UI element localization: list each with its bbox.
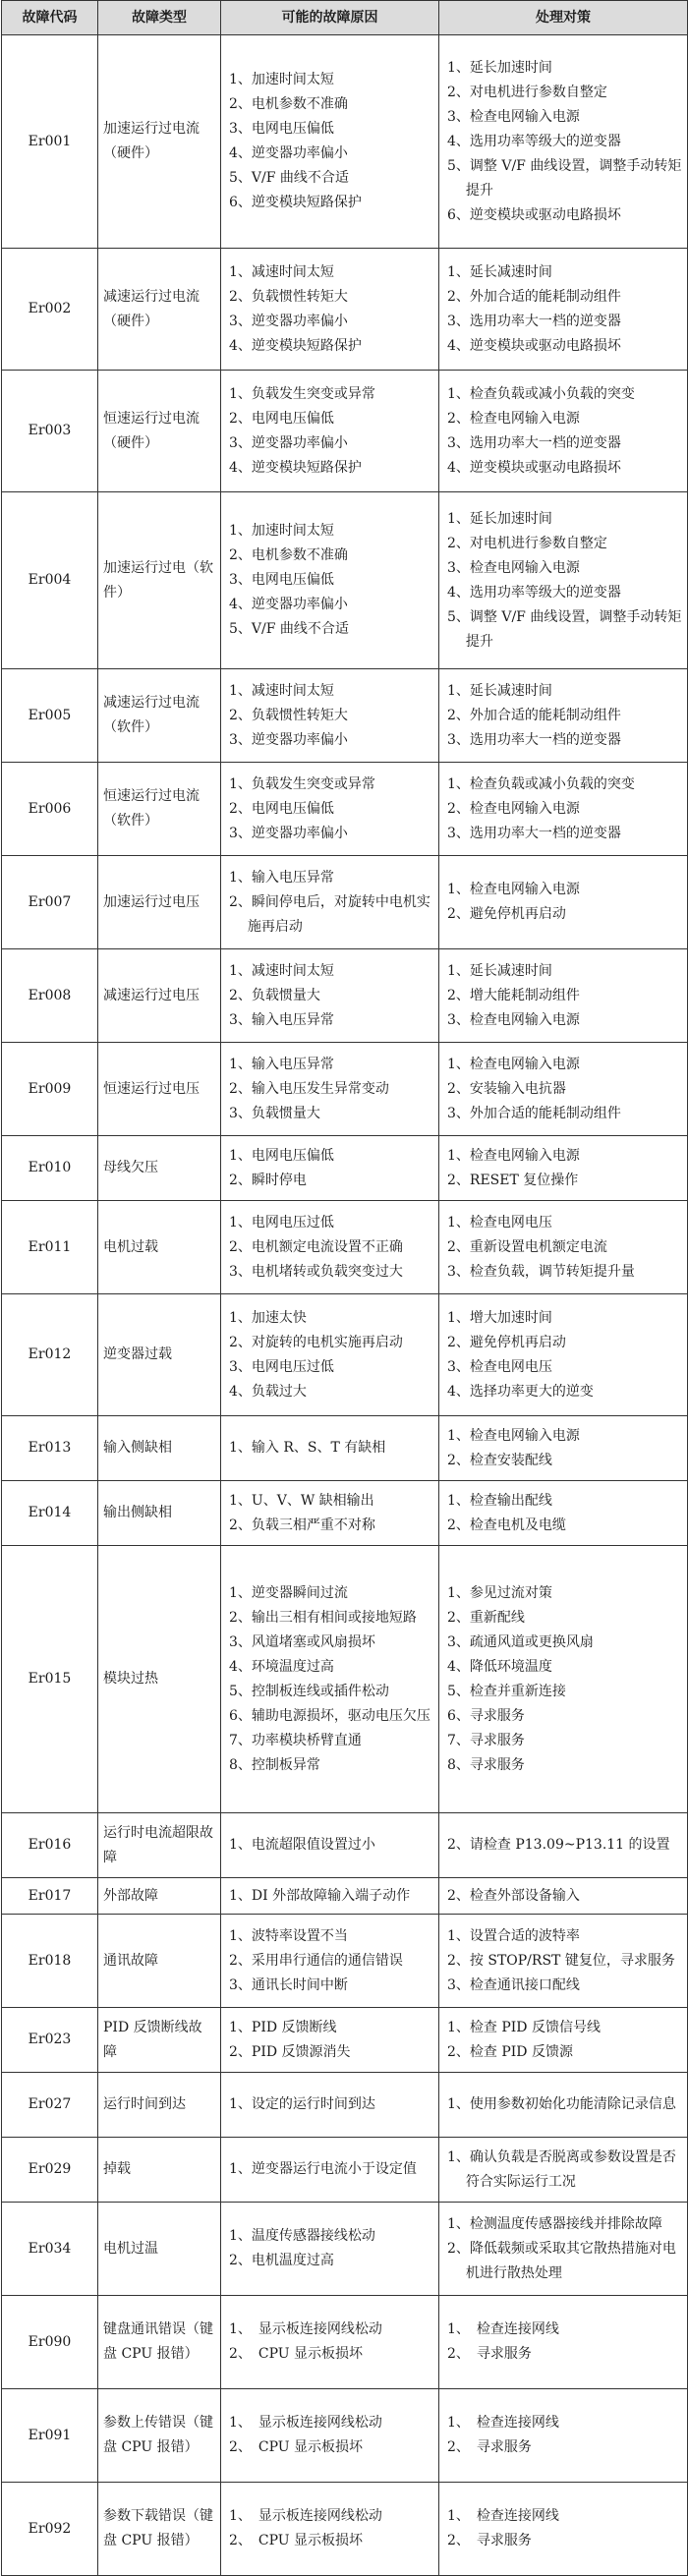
countermeasures-cell xyxy=(439,2483,688,2576)
action-item: 2、避免停机再启动 xyxy=(447,906,566,922)
cause-item: 1、PID 反馈断线 xyxy=(229,2019,337,2035)
table-header-row xyxy=(2,1,688,35)
action-item: 3、检查电网输入电源 xyxy=(447,559,580,576)
cause-item: 3、通讯长时间中断 xyxy=(229,1976,348,1993)
fault-code-cell: Er018 xyxy=(2,1915,98,2008)
cause-item: 2、采用串行通信的通信错误 xyxy=(229,1952,403,1969)
possible-causes-cell xyxy=(221,763,439,856)
action-item: 2、外加合适的能耗制动组件 xyxy=(447,707,621,723)
fault-type-cell: 运行时电流超限故障 xyxy=(98,1813,221,1878)
action-item: 2、按 STOP/RST 键复位，寻求服务 xyxy=(447,1952,675,1969)
cause-item: 1、负载发生突变或异常 xyxy=(229,775,375,792)
cause-item: 2、 CPU 显示板损坏 xyxy=(229,2533,364,2548)
countermeasures-cell xyxy=(439,1878,688,1915)
cause-item: 1、加速时间太短 xyxy=(229,72,334,87)
cause-item: 1、电网电压过低 xyxy=(229,1214,334,1231)
action-item: 2、增大能耗制动组件 xyxy=(447,987,580,1003)
possible-causes-cell xyxy=(221,2203,439,2296)
possible-causes-cell xyxy=(221,1294,439,1416)
action-item: 1、使用参数初始化功能清除记录信息 xyxy=(447,2096,676,2112)
fault-type-cell: 模块过热 xyxy=(98,1546,221,1813)
cause-item: 2、输出三相有相间或接地短路 xyxy=(229,1609,417,1626)
cause-item: 2、瞬间停电后，对旋转中电机实施再启动 xyxy=(229,893,430,935)
cause-item: 1、逆变器瞬间过流 xyxy=(229,1584,348,1601)
cause-item: 5、V/F 曲线不合适 xyxy=(229,170,349,186)
action-item: 2、检查外部设备输入 xyxy=(447,1887,580,1904)
action-item: 2、安装输入电抗器 xyxy=(447,1080,566,1097)
possible-causes-cell xyxy=(221,492,439,669)
action-item: 3、检查通讯接口配线 xyxy=(447,1976,580,1993)
possible-causes-cell xyxy=(221,669,439,763)
action-item: 2、检查 PID 反馈源 xyxy=(447,2043,573,2060)
cause-item: 4、逆变模块短路保护 xyxy=(229,459,362,476)
fault-code-cell: Er006 xyxy=(2,763,98,856)
fault-type-cell: 电机过温 xyxy=(98,2203,221,2296)
table-row xyxy=(2,2073,688,2138)
possible-causes-cell xyxy=(221,856,439,949)
cause-item: 2、电机参数不准确 xyxy=(229,96,348,112)
action-item: 1、参见过流对策 xyxy=(447,1584,552,1601)
possible-causes-cell xyxy=(221,1201,439,1294)
possible-causes-cell xyxy=(221,1136,439,1201)
action-item: 1、检查电网输入电源 xyxy=(447,1056,580,1072)
cause-item: 2、对旋转的电机实施再启动 xyxy=(229,1334,403,1350)
cause-item: 8、控制板异常 xyxy=(229,1756,320,1773)
table-row xyxy=(2,35,688,249)
cause-item: 3、风道堵塞或风扇损坏 xyxy=(229,1633,375,1650)
cause-item: 1、U、V、W 缺相输出 xyxy=(229,1492,374,1509)
fault-code-cell: Er004 xyxy=(2,492,98,669)
table-row xyxy=(2,1546,688,1813)
fault-type-cell: PID 反馈断线故障 xyxy=(98,2008,221,2073)
cause-item: 2、负载三相严重不对称 xyxy=(229,1517,375,1533)
action-item: 1、 检查连接网线 xyxy=(447,2415,559,2431)
countermeasures-cell xyxy=(439,1915,688,2008)
header-possible-causes: 可能的故障原因 xyxy=(221,1,439,35)
action-item: 5、检查并重新连接 xyxy=(447,1683,566,1699)
action-item: 1、延长加速时间 xyxy=(447,510,552,527)
countermeasures-cell xyxy=(439,1294,688,1416)
possible-causes-cell xyxy=(221,1878,439,1915)
fault-code-cell: Er012 xyxy=(2,1294,98,1416)
action-item: 2、检查电机及电缆 xyxy=(447,1517,566,1533)
action-item: 2、避免停机再启动 xyxy=(447,1334,566,1350)
countermeasures-cell xyxy=(439,1481,688,1546)
possible-causes-cell xyxy=(221,1043,439,1136)
possible-causes-cell xyxy=(221,1416,439,1481)
possible-causes-cell xyxy=(221,2138,439,2203)
countermeasures-cell xyxy=(439,1136,688,1201)
possible-causes-cell xyxy=(221,249,439,371)
fault-code-cell: Er009 xyxy=(2,1043,98,1136)
cause-item: 4、环境温度过高 xyxy=(229,1658,334,1675)
action-item: 3、选用功率大一档的逆变器 xyxy=(447,313,621,329)
cause-item: 1、输入电压异常 xyxy=(229,869,334,886)
table-row xyxy=(2,1813,688,1878)
cause-item: 2、PID 反馈源消失 xyxy=(229,2043,351,2060)
action-item: 1、延长减速时间 xyxy=(447,962,552,979)
table-row xyxy=(2,1481,688,1546)
header-fault-type: 故障类型 xyxy=(98,1,221,35)
table-row xyxy=(2,371,688,492)
action-item: 2、 寻求服务 xyxy=(447,2346,532,2362)
action-item: 1、延长减速时间 xyxy=(447,263,552,280)
cause-item: 2、电机参数不准确 xyxy=(229,547,348,563)
action-item: 4、选用功率等级大的逆变器 xyxy=(447,584,621,601)
table-row xyxy=(2,1915,688,2008)
possible-causes-cell xyxy=(221,2073,439,2138)
fault-code-cell: Er023 xyxy=(2,2008,98,2073)
possible-causes-cell xyxy=(221,2008,439,2073)
table-row xyxy=(2,1294,688,1416)
action-item: 3、疏通风道或更换风扇 xyxy=(447,1633,594,1650)
countermeasures-cell xyxy=(439,856,688,949)
countermeasures-cell xyxy=(439,2008,688,2073)
fault-type-cell: 掉载 xyxy=(98,2138,221,2203)
action-item: 1、检查负载或减小负载的突变 xyxy=(447,385,635,402)
cause-item: 3、逆变器功率偏小 xyxy=(229,313,348,329)
cause-item: 4、逆变器功率偏小 xyxy=(229,597,348,612)
possible-causes-cell xyxy=(221,1915,439,2008)
header-countermeasures: 处理对策 xyxy=(439,1,688,35)
fault-code-cell: Er090 xyxy=(2,2296,98,2389)
fault-type-cell: 恒速运行过电流（硬件） xyxy=(98,371,221,492)
table-row xyxy=(2,2389,688,2483)
fault-type-cell: 外部故障 xyxy=(98,1878,221,1915)
fault-type-cell: 减速运行过电流（软件） xyxy=(98,669,221,763)
cause-item: 1、温度传感器接线松动 xyxy=(229,2228,375,2244)
countermeasures-cell xyxy=(439,2073,688,2138)
fault-type-cell: 电机过载 xyxy=(98,1201,221,1294)
table-row xyxy=(2,1136,688,1201)
action-item: 1、增大加速时间 xyxy=(447,1309,552,1326)
table-row xyxy=(2,1201,688,1294)
cause-item: 1、 显示板连接网线松动 xyxy=(229,2321,382,2337)
fault-code-cell: Er015 xyxy=(2,1546,98,1813)
countermeasures-cell xyxy=(439,949,688,1043)
fault-type-cell: 恒速运行过电流（软件） xyxy=(98,763,221,856)
cause-item: 1、减速时间太短 xyxy=(229,682,334,699)
fault-type-cell: 逆变器过载 xyxy=(98,1294,221,1416)
table-row xyxy=(2,249,688,371)
possible-causes-cell xyxy=(221,371,439,492)
possible-causes-cell xyxy=(221,1813,439,1878)
action-item: 5、调整 V/F 曲线设置，调整手动转矩提升 xyxy=(447,608,682,650)
possible-causes-cell xyxy=(221,2483,439,2576)
action-item: 4、选择功率更大的逆变 xyxy=(447,1383,594,1400)
cause-item: 1、电流超限值设置过小 xyxy=(229,1837,375,1853)
fault-type-cell: 通讯故障 xyxy=(98,1915,221,2008)
action-item: 2、RESET 复位操作 xyxy=(447,1172,579,1188)
action-item: 5、调整 V/F 曲线设置，调整手动转矩提升 xyxy=(447,157,682,199)
countermeasures-cell xyxy=(439,249,688,371)
action-item: 7、寻求服务 xyxy=(447,1732,525,1748)
cause-item: 3、电网电压偏低 xyxy=(229,572,334,588)
fault-type-cell: 运行时间到达 xyxy=(98,2073,221,2138)
cause-item: 1、电网电压偏低 xyxy=(229,1147,334,1164)
cause-item: 2、负载惯量大 xyxy=(229,987,320,1003)
fault-type-cell: 恒速运行过电压 xyxy=(98,1043,221,1136)
action-item: 2、检查电网输入电源 xyxy=(447,800,580,817)
cause-item: 2、负载惯性转矩大 xyxy=(229,288,348,305)
action-item: 3、检查电网输入电源 xyxy=(447,1011,580,1028)
action-item: 2、 寻求服务 xyxy=(447,2533,532,2548)
cause-item: 1、波特率设置不当 xyxy=(229,1927,348,1944)
countermeasures-cell xyxy=(439,2389,688,2483)
cause-item: 6、辅助电源损坏，驱动电压欠压 xyxy=(229,1707,430,1724)
possible-causes-cell xyxy=(221,2296,439,2389)
countermeasures-cell xyxy=(439,492,688,669)
fault-code-cell: Er091 xyxy=(2,2389,98,2483)
countermeasures-cell xyxy=(439,35,688,249)
countermeasures-cell xyxy=(439,2138,688,2203)
action-item: 4、选用功率等级大的逆变器 xyxy=(447,133,621,149)
table-row xyxy=(2,2008,688,2073)
cause-item: 3、电网电压偏低 xyxy=(229,121,334,137)
action-item: 1、延长减速时间 xyxy=(447,682,552,699)
action-item: 2、检查电网输入电源 xyxy=(447,410,580,427)
cause-item: 3、负载惯量大 xyxy=(229,1105,320,1121)
cause-item: 1、加速太快 xyxy=(229,1309,307,1326)
countermeasures-cell xyxy=(439,763,688,856)
fault-code-cell: Er001 xyxy=(2,35,98,249)
cause-item: 2、 CPU 显示板损坏 xyxy=(229,2346,364,2362)
cause-item: 1、 显示板连接网线松动 xyxy=(229,2415,382,2431)
fault-type-cell: 参数下载错误（键盘 CPU 报错） xyxy=(98,2483,221,2576)
action-item: 3、检查电网输入电源 xyxy=(447,108,580,125)
fault-type-cell: 加速运行过电（软件） xyxy=(98,492,221,669)
possible-causes-cell xyxy=(221,1481,439,1546)
countermeasures-cell xyxy=(439,1416,688,1481)
action-item: 1、检测温度传感器接线并排除故障 xyxy=(447,2215,662,2232)
possible-causes-cell xyxy=(221,949,439,1043)
table-row xyxy=(2,1416,688,1481)
cause-item: 3、输入电压异常 xyxy=(229,1011,334,1028)
fault-type-cell: 输入侧缺相 xyxy=(98,1416,221,1481)
possible-causes-cell xyxy=(221,35,439,249)
countermeasures-cell xyxy=(439,2296,688,2389)
action-item: 1、 检查连接网线 xyxy=(447,2321,559,2337)
cause-item: 1、DI 外部故障输入端子动作 xyxy=(229,1887,411,1904)
action-item: 2、对电机进行参数自整定 xyxy=(447,84,607,100)
cause-item: 1、逆变器运行电流小于设定值 xyxy=(229,2161,417,2177)
fault-code-cell: Er010 xyxy=(2,1136,98,1201)
fault-code-cell: Er011 xyxy=(2,1201,98,1294)
table-row xyxy=(2,2138,688,2203)
cause-item: 1、加速时间太短 xyxy=(229,523,334,539)
possible-causes-cell xyxy=(221,2389,439,2483)
countermeasures-cell xyxy=(439,371,688,492)
countermeasures-cell xyxy=(439,1546,688,1813)
cause-item: 1、输入 R、S、T 有缺相 xyxy=(229,1440,386,1456)
table-row xyxy=(2,856,688,949)
fault-code-table xyxy=(1,0,688,2576)
action-item: 8、寻求服务 xyxy=(447,1756,525,1773)
fault-code-cell: Er002 xyxy=(2,249,98,371)
action-item: 3、选用功率大一档的逆变器 xyxy=(447,434,621,451)
countermeasures-cell xyxy=(439,1201,688,1294)
action-item: 1、 检查连接网线 xyxy=(447,2508,559,2524)
action-item: 2、检查安装配线 xyxy=(447,1452,552,1468)
table-row xyxy=(2,2203,688,2296)
countermeasures-cell xyxy=(439,669,688,763)
cause-item: 2、电网电压偏低 xyxy=(229,800,334,817)
action-item: 3、选用功率大一档的逆变器 xyxy=(447,731,621,748)
table-row xyxy=(2,669,688,763)
action-item: 1、检查负载或减小负载的突变 xyxy=(447,775,635,792)
cause-item: 1、设定的运行时间到达 xyxy=(229,2096,375,2112)
action-item: 2、降低载频或采取其它散热措施对电机进行散热处理 xyxy=(447,2240,676,2281)
fault-type-cell: 参数上传错误（键盘 CPU 报错） xyxy=(98,2389,221,2483)
cause-item: 5、控制板连线或插件松动 xyxy=(229,1683,389,1699)
cause-item: 4、负载过大 xyxy=(229,1383,307,1400)
fault-code-cell: Er014 xyxy=(2,1481,98,1546)
cause-item: 3、逆变器功率偏小 xyxy=(229,825,348,841)
action-item: 1、检查输出配线 xyxy=(447,1492,552,1509)
action-item: 1、检查电网输入电源 xyxy=(447,1147,580,1164)
action-item: 1、检查电网电压 xyxy=(447,1214,552,1231)
fault-type-cell: 键盘通讯错误（键盘 CPU 报错） xyxy=(98,2296,221,2389)
header-fault-code: 故障代码 xyxy=(2,1,98,35)
action-item: 2、 寻求服务 xyxy=(447,2439,532,2455)
action-item: 2、外加合适的能耗制动组件 xyxy=(447,288,621,305)
fault-code-cell: Er016 xyxy=(2,1813,98,1878)
action-item: 1、延长加速时间 xyxy=(447,59,552,76)
table-row xyxy=(2,2483,688,2576)
cause-item: 1、负载发生突变或异常 xyxy=(229,385,375,402)
fault-type-cell: 减速运行过电压 xyxy=(98,949,221,1043)
cause-item: 2、电机温度过高 xyxy=(229,2253,334,2268)
cause-item: 7、功率模块桥臂直通 xyxy=(229,1732,362,1748)
action-item: 3、检查电网电压 xyxy=(447,1358,552,1375)
table-row xyxy=(2,1878,688,1915)
table-row xyxy=(2,1043,688,1136)
fault-code-cell: Er027 xyxy=(2,2073,98,2138)
cause-item: 1、输入电压异常 xyxy=(229,1056,334,1072)
cause-item: 1、减速时间太短 xyxy=(229,962,334,979)
countermeasures-cell xyxy=(439,1813,688,1878)
fault-code-cell: Er029 xyxy=(2,2138,98,2203)
cause-item: 2、负载惯性转矩大 xyxy=(229,707,348,723)
possible-causes-cell xyxy=(221,1546,439,1813)
action-item: 6、逆变模块或驱动电路损坏 xyxy=(447,206,621,223)
table-row xyxy=(2,492,688,669)
action-item: 4、逆变模块或驱动电路损坏 xyxy=(447,459,621,476)
action-item: 1、检查电网输入电源 xyxy=(447,1427,580,1444)
cause-item: 2、输入电压发生异常变动 xyxy=(229,1080,389,1097)
action-item: 1、检查 PID 反馈信号线 xyxy=(447,2019,601,2035)
cause-item: 5、V/F 曲线不合适 xyxy=(229,621,349,637)
fault-code-cell: Er013 xyxy=(2,1416,98,1481)
table-row xyxy=(2,2296,688,2389)
action-item: 1、设置合适的波特率 xyxy=(447,1927,580,1944)
countermeasures-cell xyxy=(439,1043,688,1136)
fault-type-cell: 输出侧缺相 xyxy=(98,1481,221,1546)
cause-item: 6、逆变模块短路保护 xyxy=(229,195,362,210)
cause-item: 2、 CPU 显示板损坏 xyxy=(229,2439,364,2455)
cause-item: 3、电机堵转或负载突变过大 xyxy=(229,1263,403,1280)
cause-item: 4、逆变器功率偏小 xyxy=(229,145,348,161)
cause-item: 2、电机额定电流设置不正确 xyxy=(229,1238,403,1255)
fault-code-cell: Er034 xyxy=(2,2203,98,2296)
action-item: 3、外加合适的能耗制动组件 xyxy=(447,1105,621,1121)
action-item: 4、降低环境温度 xyxy=(447,1658,552,1675)
cause-item: 3、逆变器功率偏小 xyxy=(229,434,348,451)
action-item: 2、重新设置电机额定电流 xyxy=(447,1238,607,1255)
fault-code-cell: Er005 xyxy=(2,669,98,763)
cause-item: 3、电网电压过低 xyxy=(229,1358,334,1375)
fault-code-cell: Er008 xyxy=(2,949,98,1043)
cause-item: 1、减速时间太短 xyxy=(229,263,334,280)
action-item: 6、寻求服务 xyxy=(447,1707,525,1724)
action-item: 3、选用功率大一档的逆变器 xyxy=(447,825,621,841)
fault-code-cell: Er092 xyxy=(2,2483,98,2576)
cause-item: 1、 显示板连接网线松动 xyxy=(229,2508,382,2524)
action-item: 4、逆变模块或驱动电路损坏 xyxy=(447,337,621,354)
fault-type-cell: 加速运行过电流（硬件） xyxy=(98,35,221,249)
action-item: 2、请检查 P13.09~P13.11 的设置 xyxy=(447,1837,670,1853)
action-item: 3、检查负载，调节转矩提升量 xyxy=(447,1263,635,1280)
fault-type-cell: 母线欠压 xyxy=(98,1136,221,1201)
countermeasures-cell xyxy=(439,2203,688,2296)
fault-code-cell: Er017 xyxy=(2,1878,98,1915)
action-item: 2、重新配线 xyxy=(447,1609,525,1626)
cause-item: 2、瞬时停电 xyxy=(229,1172,307,1188)
cause-item: 3、逆变器功率偏小 xyxy=(229,731,348,748)
cause-item: 2、电网电压偏低 xyxy=(229,410,334,427)
table-row xyxy=(2,763,688,856)
fault-code-cell: Er007 xyxy=(2,856,98,949)
cause-item: 4、逆变模块短路保护 xyxy=(229,337,362,354)
action-item: 2、对电机进行参数自整定 xyxy=(447,535,607,551)
fault-table-body xyxy=(2,35,688,2576)
table-row xyxy=(2,949,688,1043)
fault-type-cell: 减速运行过电流（硬件） xyxy=(98,249,221,371)
fault-type-cell: 加速运行过电压 xyxy=(98,856,221,949)
action-item: 1、检查电网输入电源 xyxy=(447,882,580,897)
action-item: 1、确认负载是否脱离或参数设置是否符合实际运行工况 xyxy=(447,2148,676,2190)
fault-code-cell: Er003 xyxy=(2,371,98,492)
